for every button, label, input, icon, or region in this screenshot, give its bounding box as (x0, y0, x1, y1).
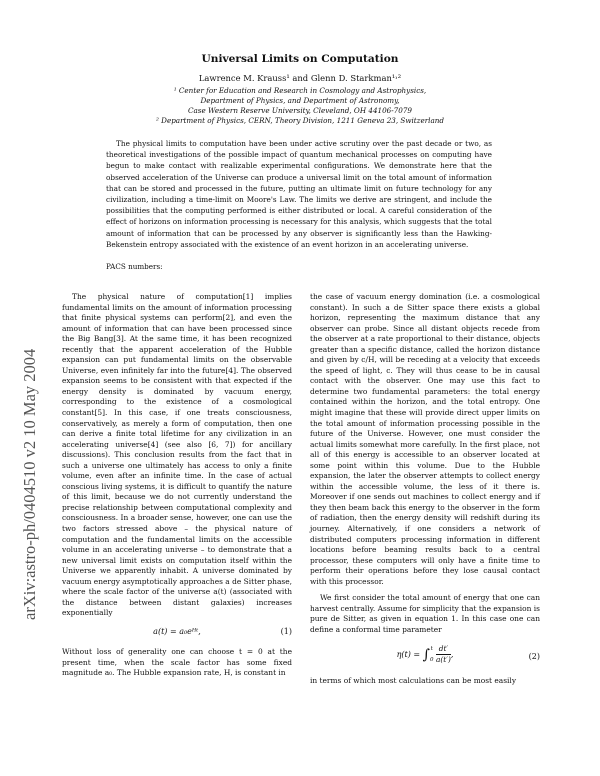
right-paragraph-3: in terms of which most calculations can be most easily (310, 675, 517, 685)
abstract (106, 138, 492, 250)
fraction-numerator: dt′ (436, 644, 451, 656)
right-paragraph-2: We first consider the total amount of energy that one can harvest centrally. Assume for simplicity that the expansion is pure de Sitter, as given in equation 1. In this case one can define a conformal time parameter (310, 593, 540, 634)
fraction-denominator: a(t′) (436, 655, 451, 665)
pacs-numbers: PACS numbers: (106, 262, 163, 271)
abstract-text: The physical limits to computation have been under active scrutiny over the past decade or two, as theoretical investigations of the possible impact of quantum mechanical processes on computing have begun to make contact with realizable experimental configurations. We demonstrate here that the observed acceleration of the Universe can produce a universal limit on the total amount of information that can be stored and processed in the future, putting an ultimate limit on future technology for any civilization, including a time-limit on Moore's Law. The limits we derive are stringent, and include the possibilities that the computing performed is either distributed or local. A careful consideration of the effect of horizons on information processing is necessary for this analysis, which suggests that the total amount of information that can be processed by any observer is significantly less than the Hawking-Bekenstein entropy associated with the existence of an event horizon in an accelerating universe. (106, 139, 492, 249)
affiliation-2: Department of Physics, and Department of Astronomy, (200, 96, 400, 105)
left-paragraph-1: The physical nature of computation[1] implies fundamental limits on the amount of information processing that finite physical systems can perform[2], and even the amount of information that can have been processed since the Big Bang[3]. At the same time, it has been recognized recently that the apparent acceleration of the Hubble expansion can put fundamental limits on the observable Universe, even infinitely far into the future[4]. The observed expansion seems to be consistent with that expected if the energy density is dominated by vacuum energy, corresponding to the existence of a cosmological constant[5]. In this case, if one treats consciousness, conservatively, as merely a form of computation, then one can derive a finite total lifetime for any civilization in an accelerating universe[4] (see also [6, 7]) for ancillary discussions). This conclusion results from the fact that in such a universe one ultimately has access to only a finite volume, even after an infinite time. In the case of actual conscious living systems, it is difficult to quantify the nature of this limit, because we do not currently understand the precise relationship between computational complexity and consciousness. In a broader sense, however, one can use the two factors stressed above – the physical nature of computation and the fundamental limits on the accessible volume in an accelerating universe – to demonstrate that a new universal limit exists on computation itself within the Universe we apparently inhabit. A universe dominated by vacuum energy asymptotically approaches a de Sitter phase, where the scale factor of the universe a(t) (associated with the distance between distant galaxies) increases exponentially (62, 292, 292, 618)
equation-1-expression: a(t) = a₀eᴴᵗ, (153, 626, 201, 636)
equation-1 (62, 623, 292, 645)
paper-title: Universal Limits on Computation (201, 53, 399, 65)
equation-2-comma: , (450, 649, 454, 659)
equation-2-number: (2) (528, 651, 540, 661)
affiliation-3: Case Western Reserve University, Cleveland, OH 44106-7079 (188, 106, 412, 115)
left-paragraph-2: Without loss of generality one can choose t = 0 at the present time, when the scale factor has some fixed magnitude a₀. The Hubble expansion rate, H, is constant in (62, 646, 292, 678)
affiliation-4: ² Department of Physics, CERN, Theory Division, 1211 Geneva 23, Switzerland (156, 116, 444, 125)
right-paragraph-1: the case of vacuum energy domination (i.e. a cosmological constant). In such a de Sitter space there exists a global horizon, representing the maximum distance that any observer can probe. Since all distant objects recede from the observer at a rate proportional to their distance, objects greater than a specific distance, called the horizon distance and given by c/H, will be receding at a velocity that exceeds the speed of light, c. They will thus cease to be in causal contact with the observer. One may use this fact to determine two fundamental parameters: the total energy contained within the horizon, and the total entropy. One might imagine that these will provide direct upper limits on the total amount of information processing possible in the future of the Universe. However, one must consider the actual limits somewhat more carefully. In the first place, not all of this energy is accessible to an observer located at some point within this volume. Due to the Hubble expansion, the later the observer attempts to collect energy within the accessible volume, the less of it there is. Moreover if one sends out machines to collect energy and if they then beam back this energy to the observer in the form of radiation, then the energy density will redshift during its journey. Alternatively, if one considers a network of distributed computers processing information in different locations before beaming results back to a central processor, these computers will only have a finite time to perform their operations before they lose causal contact with this processor. (310, 292, 540, 586)
right-column (310, 292, 540, 686)
equation-2 (310, 640, 540, 674)
equation-2-lhs: η(t) = (396, 649, 421, 659)
equation-1-number: (1) (280, 626, 292, 636)
integral-sign: ∫ (422, 646, 430, 663)
arxiv-identifier: arXiv:astro-ph/0404510 v2 10 May 2004 (20, 348, 39, 620)
left-column (62, 292, 292, 679)
equation-2-fraction (436, 644, 451, 666)
affiliation-1: ¹ Center for Education and Research in Cosmology and Astrophysics, (173, 86, 427, 95)
integral-lower-limit: 0 (429, 656, 434, 663)
author-list: Lawrence M. Krauss¹ and Glenn D. Starkman¹˒² (198, 73, 402, 83)
integral-upper-limit: t (430, 645, 433, 652)
